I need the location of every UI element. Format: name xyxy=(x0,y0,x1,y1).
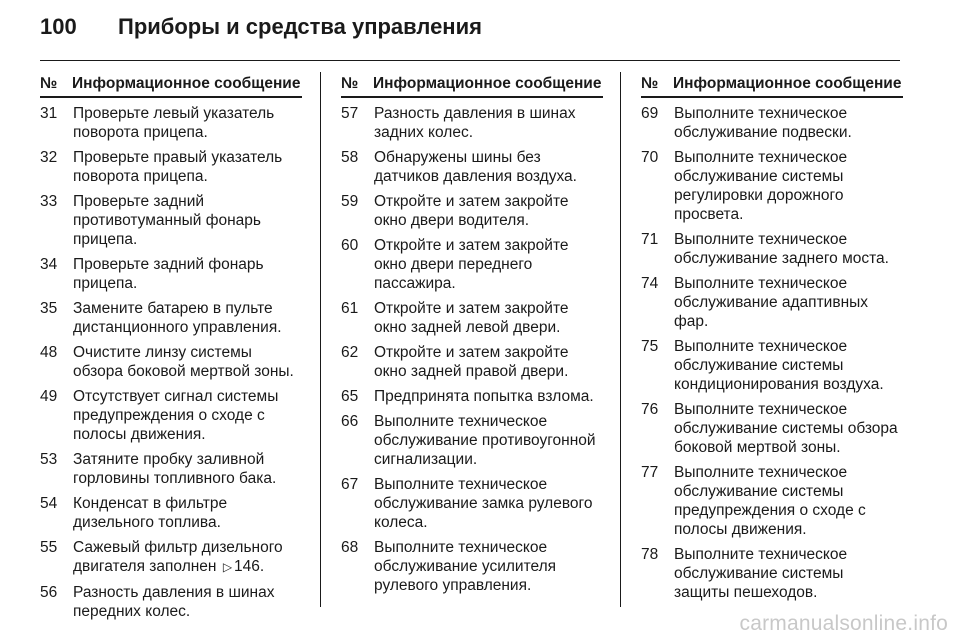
message-text-cell xyxy=(674,104,903,142)
header-divider xyxy=(40,60,900,61)
message-text: Откройте и затем закройте окно двери переднего пассажира. xyxy=(374,237,569,292)
message-number: 32 xyxy=(40,149,58,166)
message-text-cell xyxy=(73,104,302,142)
table-row xyxy=(341,387,603,406)
table-row xyxy=(40,538,302,577)
message-number: 31 xyxy=(40,105,58,122)
message-text: Выполните техническое обслуживание системы обзора боковой мертвой зоны. xyxy=(674,401,898,456)
table-row xyxy=(40,343,302,381)
page-header xyxy=(40,14,482,50)
message-text-cell xyxy=(374,192,603,230)
table-row xyxy=(641,274,903,331)
table-row xyxy=(341,192,603,230)
table-row xyxy=(341,104,603,142)
message-text-cell xyxy=(674,337,903,394)
message-text-cell xyxy=(374,148,603,186)
message-table-column-2 xyxy=(341,74,603,595)
page-number: 100 xyxy=(40,14,77,39)
message-number: 35 xyxy=(40,300,58,317)
table-row xyxy=(641,400,903,457)
message-number: 78 xyxy=(641,546,659,563)
message-number: 53 xyxy=(40,451,58,468)
message-text: Выполните техническое обслуживание замка рулевого колеса. xyxy=(374,476,593,531)
message-text: Откройте и затем закройте окно задней правой двери. xyxy=(374,344,569,380)
message-number: 70 xyxy=(641,149,659,166)
message-text-cell xyxy=(374,236,603,293)
message-text: Разность давления в шинах передних колес. xyxy=(73,584,275,620)
message-text: Откройте и затем закройте окно задней левой двери. xyxy=(374,300,569,336)
message-text: Выполните техническое обслуживание заднего моста. xyxy=(674,231,889,267)
message-number: 71 xyxy=(641,231,659,248)
table-row xyxy=(40,387,302,444)
message-number: 55 xyxy=(40,539,58,556)
table-row xyxy=(341,343,603,381)
message-text-cell xyxy=(73,299,302,337)
message-text-cell xyxy=(674,230,903,268)
message-text: Выполните техническое обслуживание системы предупреждения о сходе с полосы движения. xyxy=(674,464,866,538)
message-text-cell xyxy=(374,299,603,337)
message-number: 33 xyxy=(40,193,58,210)
message-number: 75 xyxy=(641,338,659,355)
message-text: Выполните техническое обслуживание адаптивных фар. xyxy=(674,275,869,330)
message-number: 59 xyxy=(341,193,359,210)
message-text: Выполните техническое обслуживание подвески. xyxy=(674,105,852,141)
message-number: 67 xyxy=(341,476,359,493)
message-text-cell xyxy=(674,545,903,602)
table-row xyxy=(341,148,603,186)
message-text: Обнаружены шины без датчиков давления воздуха. xyxy=(374,149,577,185)
message-text: Выполните техническое обслуживание системы регулировки дорожного просвета. xyxy=(674,149,848,223)
message-number: 49 xyxy=(40,388,58,405)
header-message-label: Информационное сообщение xyxy=(72,75,301,92)
table-header xyxy=(641,74,903,98)
table-row xyxy=(341,475,603,532)
message-number: 65 xyxy=(341,388,359,405)
message-text-cell xyxy=(374,104,603,142)
header-number-label: № xyxy=(40,75,58,92)
message-number: 58 xyxy=(341,149,359,166)
message-text-cell xyxy=(674,400,903,457)
message-text-cell xyxy=(73,450,302,488)
message-text: Конденсат в фильтре дизельного топлива. xyxy=(73,495,228,531)
message-text-cell xyxy=(374,412,603,469)
message-text-cell xyxy=(73,343,302,381)
message-text-cell xyxy=(674,274,903,331)
message-text: Проверьте задний фонарь прицепа. xyxy=(73,256,264,292)
message-text-cell xyxy=(73,494,302,532)
table-header xyxy=(40,74,302,98)
message-text-cell xyxy=(374,343,603,381)
message-text-cell xyxy=(674,463,903,539)
table-row xyxy=(40,148,302,186)
message-number: 69 xyxy=(641,105,659,122)
column-divider xyxy=(320,72,321,607)
message-text-cell xyxy=(374,538,603,595)
message-text-cell xyxy=(674,148,903,224)
message-text: Выполните техническое обслуживание усилителя рулевого управления. xyxy=(374,539,557,594)
message-text-cell xyxy=(73,192,302,249)
table-row xyxy=(341,299,603,337)
message-number: 34 xyxy=(40,256,58,273)
page-title: Приборы и средства управления xyxy=(118,14,482,39)
message-table-column-3 xyxy=(641,74,903,602)
message-number: 60 xyxy=(341,237,359,254)
message-text: Затяните пробку заливной горловины топливного бака. xyxy=(73,451,277,487)
message-text: Выполните техническое обслуживание системы кондиционирования воздуха. xyxy=(674,338,884,393)
table-row xyxy=(641,463,903,539)
table-row xyxy=(641,230,903,268)
message-text: Выполните техническое обслуживание системы защиты пешеходов. xyxy=(674,546,848,601)
message-text-cell xyxy=(374,475,603,532)
message-number: 48 xyxy=(40,344,58,361)
column-divider xyxy=(620,72,621,607)
table-row xyxy=(341,236,603,293)
message-text: Отсутствует сигнал системы предупреждения о сходе с полосы движения. xyxy=(73,388,279,443)
table-row xyxy=(641,337,903,394)
header-number-label: № xyxy=(641,75,659,92)
message-text: Замените батарею в пульте дистанционного управления. xyxy=(73,300,282,336)
table-row xyxy=(641,104,903,142)
page-reference-link[interactable]: 146. xyxy=(234,558,265,575)
message-text-cell xyxy=(374,387,603,406)
message-number: 56 xyxy=(40,584,58,601)
table-row xyxy=(40,450,302,488)
header-number-label: № xyxy=(341,75,359,92)
table-row xyxy=(641,148,903,224)
message-number: 76 xyxy=(641,401,659,418)
message-number: 68 xyxy=(341,539,359,556)
table-row xyxy=(40,583,302,621)
message-number: 61 xyxy=(341,300,359,317)
message-text: Откройте и затем закройте окно двери водителя. xyxy=(374,193,569,229)
table-row xyxy=(641,545,903,602)
table-row xyxy=(40,104,302,142)
table-row xyxy=(40,299,302,337)
header-message-label: Информационное сообщение xyxy=(373,75,602,92)
message-text-cell xyxy=(73,538,302,577)
message-text: Очистите линзу системы обзора боковой мертвой зоны. xyxy=(73,344,294,380)
message-number: 74 xyxy=(641,275,659,292)
message-text: Проверьте правый указатель поворота прицепа. xyxy=(73,149,283,185)
message-text-cell xyxy=(73,387,302,444)
message-text: Проверьте задний противотуманный фонарь прицепа. xyxy=(73,193,261,248)
table-row xyxy=(40,494,302,532)
table-header xyxy=(341,74,603,98)
table-row xyxy=(341,538,603,595)
message-text: Разность давления в шинах задних колес. xyxy=(374,105,576,141)
message-text-cell xyxy=(73,148,302,186)
message-text: Сажевый фильтр дизельного двигателя заполнен xyxy=(73,539,283,575)
watermark: carmanualsonline.info xyxy=(739,612,948,635)
header-message-label: Информационное сообщение xyxy=(673,75,902,92)
message-text: Проверьте левый указатель поворота прицепа. xyxy=(73,105,275,141)
message-number: 57 xyxy=(341,105,359,122)
message-text-cell xyxy=(73,583,302,621)
message-text: Выполните техническое обслуживание противоугонной сигнализации. xyxy=(374,413,596,468)
page-ref-arrow-icon: ▷ xyxy=(222,560,233,574)
message-number: 77 xyxy=(641,464,659,481)
message-number: 62 xyxy=(341,344,359,361)
message-number: 54 xyxy=(40,495,58,512)
table-row xyxy=(40,255,302,293)
table-row xyxy=(341,412,603,469)
message-number: 66 xyxy=(341,413,359,430)
message-table-column-1 xyxy=(40,74,302,621)
message-text-cell xyxy=(73,255,302,293)
table-row xyxy=(40,192,302,249)
message-text: Предпринята попытка взлома. xyxy=(374,388,594,405)
